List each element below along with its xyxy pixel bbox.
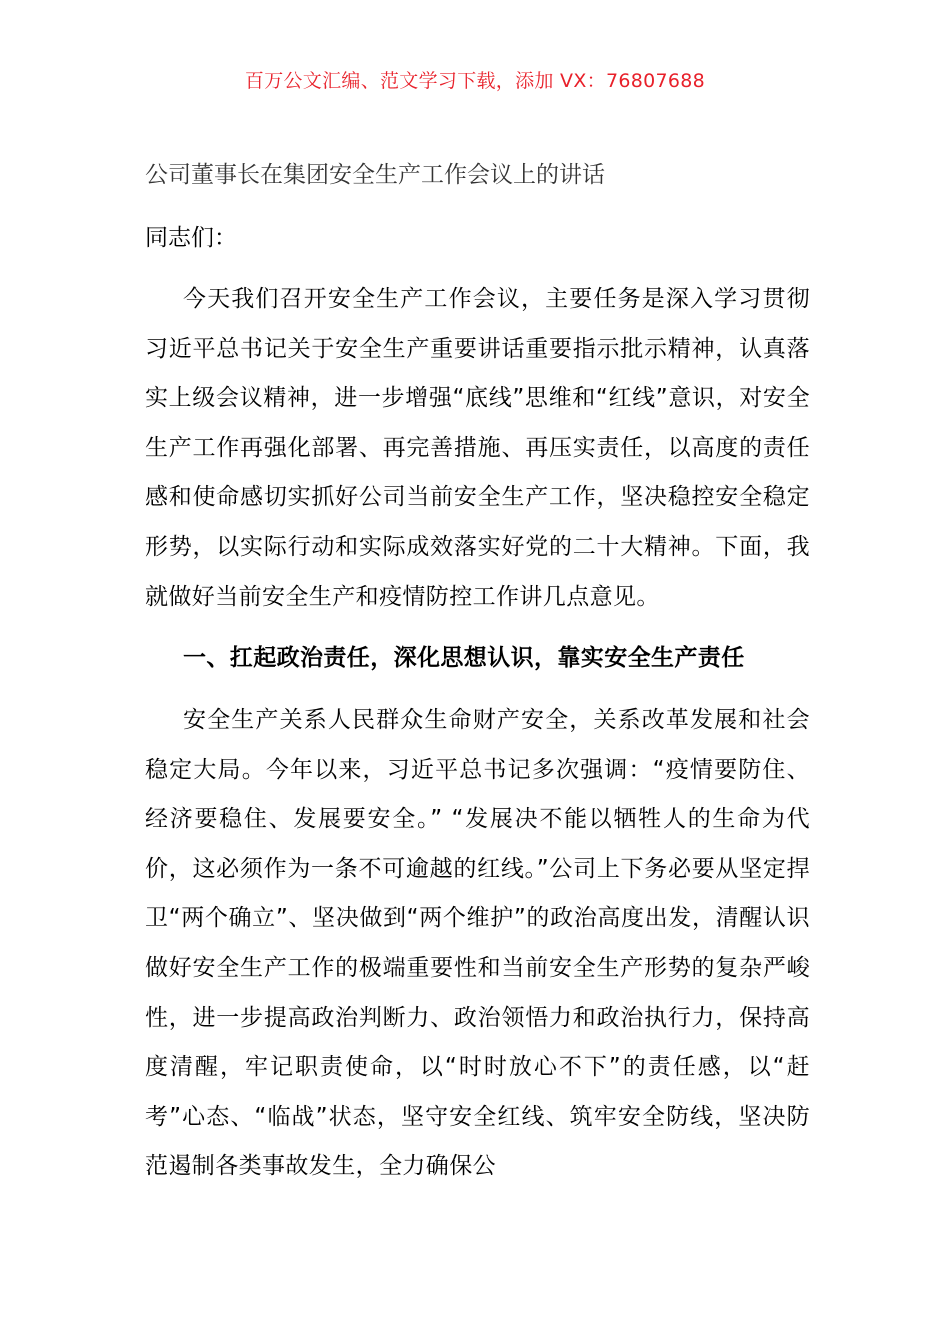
document-title: 公司董事长在集团安全生产工作会议上的讲话: [145, 162, 605, 188]
section-paragraph: 安全生产关系人民群众生命财产安全，关系改革发展和社会稳定大局。今年以来，习近平总书记多次强调：“疫情要防住、经济要稳住、发展要安全。” “发展决不能以牺牲人的生命为代价，这必须作为一条不可逾越的红线。”公司上下务必要从坚定捍卫“两个确立”、坚决做到“两个维护”的政治高度出发，清醒认识做好安全生产工作的极端重要性和当前安全生产形势的复杂严峻性，进一步提高政治判断力、政治领悟力和政治执行力，保持高度清醒，牢记职责使命，以“时时放心不下”的责任感，以“赶考”心态、“临战”状态，坚守安全红线、筑牢安全防线，坚决防范遏制各类事故发生，全力确保公: [145, 707, 810, 1180]
body-paragraph: 今天我们召开安全生产工作会议，主要任务是深入学习贯彻习近平总书记关于安全生产重要讲话重要指示批示精神，认真落实上级会议精神，进一步增强“底线”思维和“红线”意识，对安全生产工作再强化部署、再完善措施、再压实责任，以高度的责任感和使命感切实抓好公司当前安全生产工作，坚决稳控安全稳定形势，以实际行动和实际成效落实好党的二十大精神。下面，我就做好当前安全生产和疫情防控工作讲几点意见。: [145, 286, 810, 610]
section-heading: 一、扛起政治责任，深化思想认识，靠实安全生产责任: [183, 645, 745, 671]
watermark-banner: 百万公文汇编、范文学习下载，添加 VX：76807688: [244, 70, 706, 92]
salutation: 同志们：: [145, 225, 237, 251]
